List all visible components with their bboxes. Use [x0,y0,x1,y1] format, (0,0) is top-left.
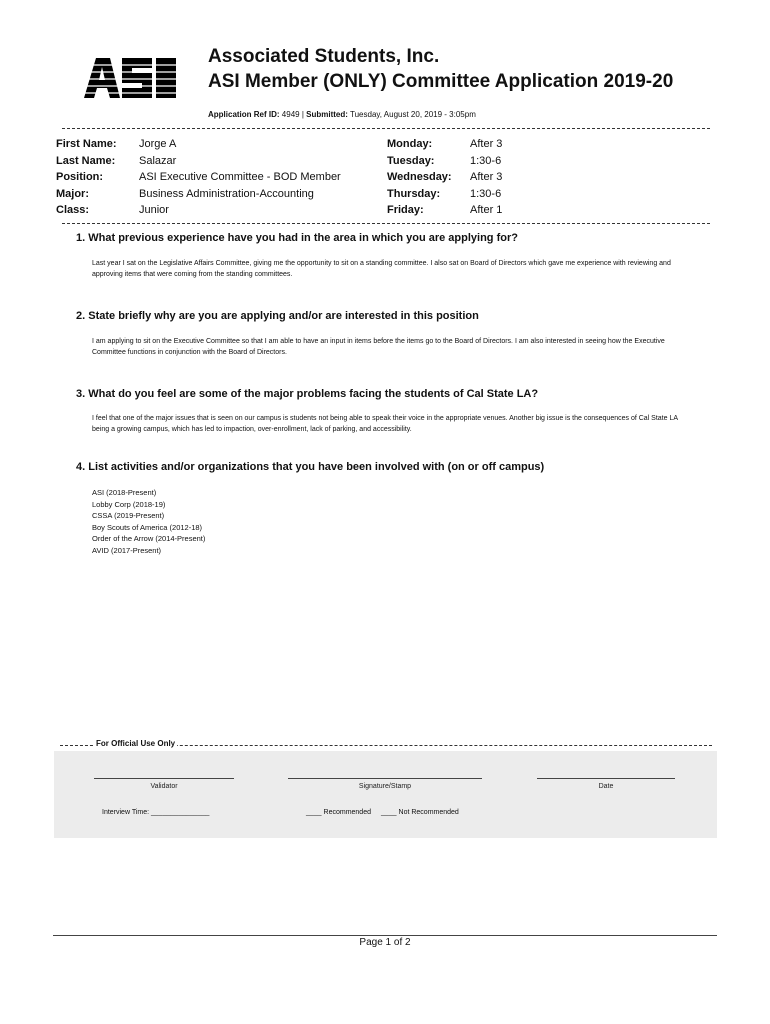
submitted-label: Submitted: [306,110,348,119]
availability-day: Friday: [387,204,424,216]
availability-day: Wednesday: [387,171,452,183]
question-text: List activities and/or organizations that you have been involved with (on or off campus) [88,461,545,473]
last-name-label: Last Name: [56,154,116,167]
applicant-values [139,136,341,219]
question-text: What do you feel are some of the major problems facing the students of Cal State LA? [88,388,539,400]
activities-list [92,487,205,556]
answer-3: I feel that one of the major issues that is seen on our campus is students not being able to speak their voice in the appropriate venues. Another big issue is the consequences of Cal State LA being a growing campus, which has led to impaction, over-enrollment, lack of parking, and accessibility. [92,415,678,433]
not-recommended: ____ Not Recommended [381,809,459,816]
last-name-value: Salazar [139,154,177,167]
list-item: CSSA (2019-Present) [92,511,165,520]
first-name-value: Jorge A [139,138,177,150]
validator-line [94,778,234,779]
signature-line [288,778,482,779]
availability-time: 1:30-6 [470,154,502,167]
form-title: ASI Member (ONLY) Committee Application 2019-20 [208,71,674,92]
org-name: Associated Students, Inc. [208,46,440,67]
application-ref-line [208,110,476,119]
top-divider [62,128,710,129]
availability-time: 1:30-6 [470,187,502,200]
info-divider [62,223,710,224]
date-line [537,778,675,779]
applicant-labels [56,136,117,219]
date-field [537,778,675,790]
signature-label: Signature/Stamp [358,783,412,790]
ref-label: Application Ref ID: [208,110,280,119]
list-item: AVID (2017-Present) [92,545,162,555]
major-label: Major: [56,187,89,200]
ref-separator: | [301,110,304,119]
availability-time: After 3 [470,171,503,183]
question-number: 2. [76,310,86,322]
list-item: Lobby Corp (2018-19) [92,499,166,509]
question-4 [76,461,544,473]
question-3 [76,388,538,400]
validator-field [94,778,234,790]
signature-field [288,778,482,790]
answer-2: I am applying to sit on the Executive Committee so that I am able to have an input in items before the items go to the Board of Directors. I am also interested in seeing how the Executive Committee functions in conjunction with the Board of Directors. [92,338,665,356]
question-text: What previous experience have you had in the area in which you are applying for? [88,232,518,244]
position-label: Position: [56,171,104,183]
official-use-label: For Official Use Only [96,739,176,748]
availability-times [470,136,502,219]
question-number: 3. [76,388,86,400]
answer-1: Last year I sat on the Legislative Affairs Committee, giving me the opportunity to sit on a standing committee. I also sat on Board of Directors which gave me experience with reviewing and approving items that were coming from the standing committees. [92,260,671,278]
date-label: Date [598,783,614,790]
asi-logo [82,56,178,100]
question-number: 4. [76,461,86,473]
question-text: State briefly why are you are applying and/or are interested in this position [88,310,479,322]
ref-id: 4949 [281,110,300,119]
availability-time: After 3 [470,138,503,150]
major-value: Business Administration-Accounting [139,187,314,200]
availability-day: Tuesday: [387,154,435,167]
position-value: ASI Executive Committee - BOD Member [139,171,341,183]
question-number: 1. [76,232,86,244]
question-1 [76,232,518,244]
footer-rule [53,935,717,936]
submitted-value: Tuesday, August 20, 2019 - 3:05pm [350,110,476,119]
list-item: Order of the Arrow (2014-Present) [92,534,206,543]
availability-day: Thursday: [387,187,441,200]
availability-days [387,136,452,219]
recommended: ____ Recommended [306,809,371,816]
validator-label: Validator [150,783,178,790]
availability-time: After 1 [470,204,503,216]
page-number: Page 1 of 2 [359,937,411,948]
list-item: ASI (2018-Present) [92,488,157,497]
question-2 [76,310,479,322]
class-value: Junior [139,204,169,216]
first-name-label: First Name: [56,138,117,150]
interview-time: Interview Time: _______________ [102,809,210,816]
availability-day: Monday: [387,138,433,150]
class-label: Class: [56,204,90,216]
list-item: Boy Scouts of America (2012-18) [92,522,203,532]
official-use-box [54,751,717,838]
